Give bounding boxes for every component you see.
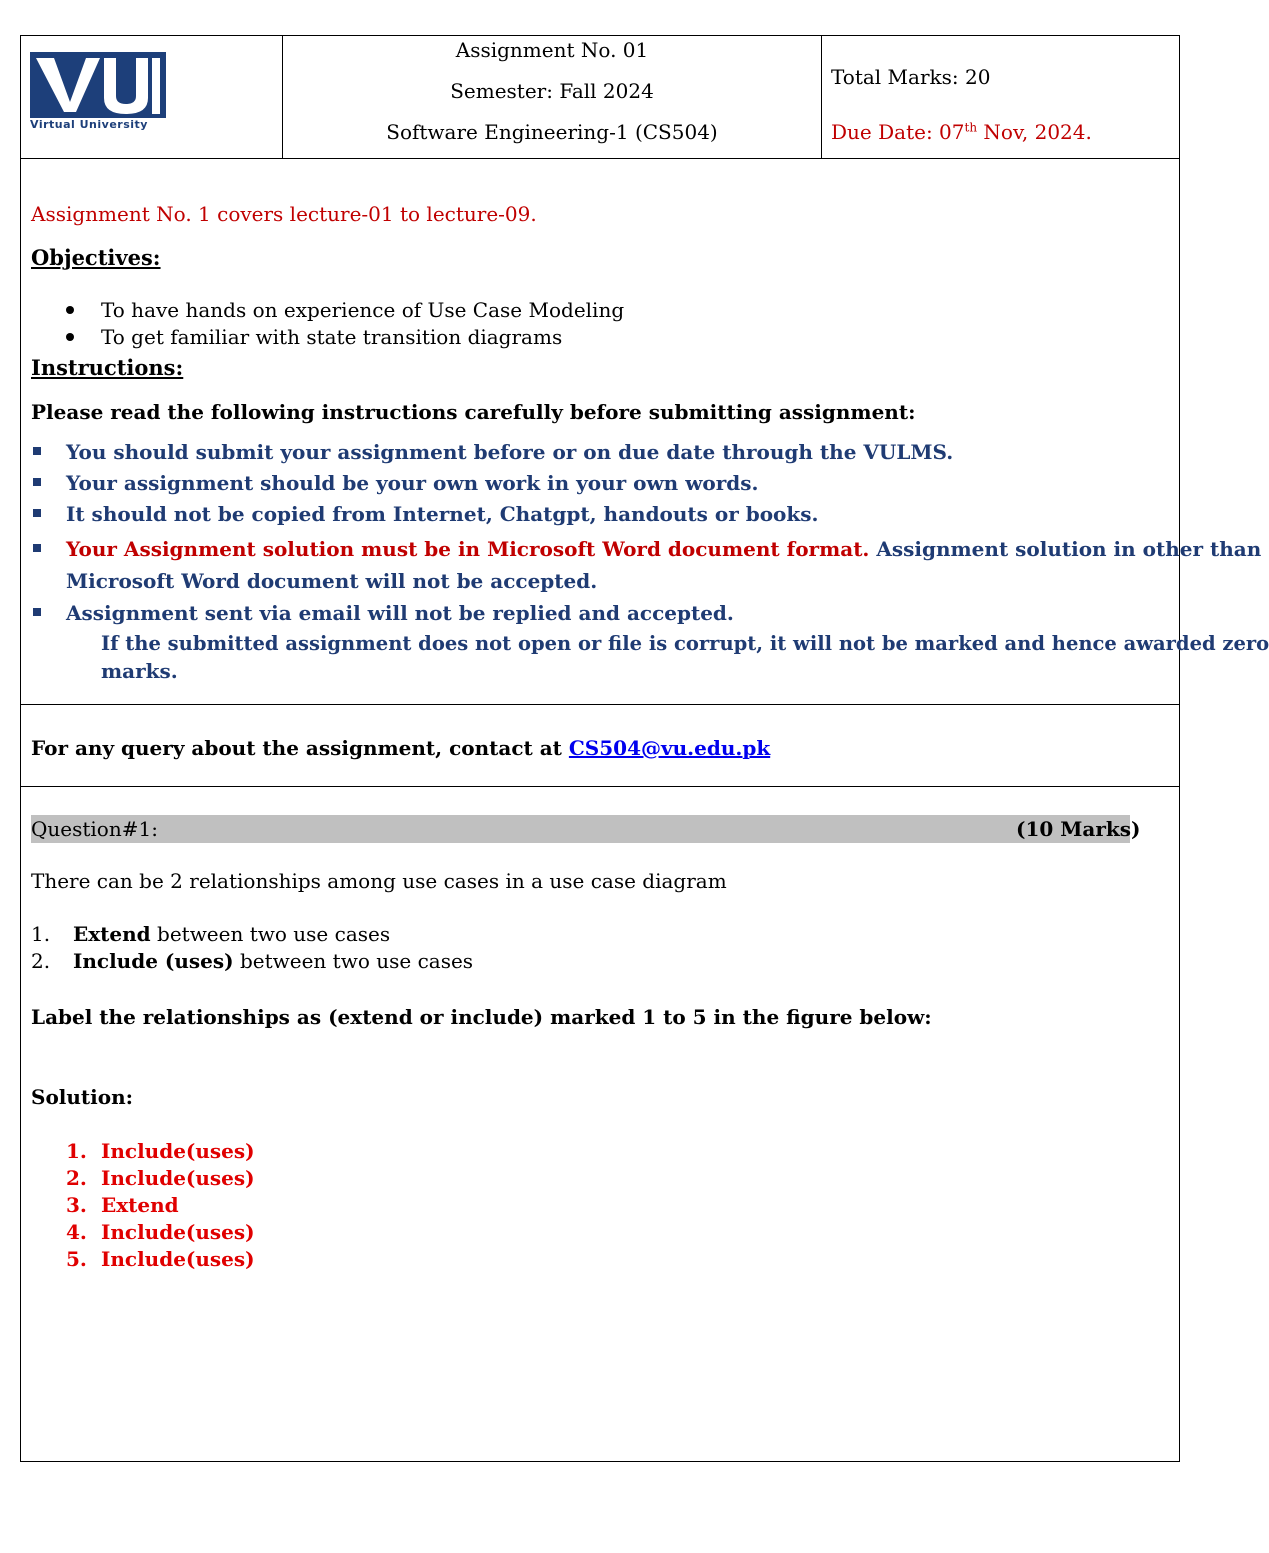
- relation-item: [73, 949, 473, 973]
- due-date-ordinal: th: [964, 120, 978, 135]
- objective-item: To have hands on experience of Use Case Modeling: [101, 298, 625, 322]
- solution-item: Extend: [101, 1193, 179, 1217]
- question-marks: (10 Marks): [1016, 817, 1141, 841]
- relation-term: Extend: [73, 922, 151, 946]
- course-title: Software Engineering-1 (CS504): [386, 120, 718, 144]
- instruction-item: Assignment sent via email will not be replied and accepted.: [66, 601, 734, 625]
- instruction-item: It should not be copied from Internet, Chatgpt, handouts or books.: [66, 502, 819, 526]
- solution-item: Include(uses): [101, 1247, 255, 1271]
- relation-number: 2.: [31, 949, 51, 973]
- question-band: [31, 815, 1130, 843]
- vu-logo: [30, 52, 166, 118]
- section-rule: [20, 786, 1180, 787]
- solution-number: 2.: [66, 1166, 87, 1190]
- relation-item: [73, 922, 390, 946]
- coverage-note: Assignment No. 1 covers lecture-01 to lecture-09.: [31, 202, 537, 226]
- header-divider: [821, 35, 822, 158]
- section-rule: [20, 704, 1180, 705]
- semester: Semester: Fall 2024: [450, 79, 654, 103]
- header-bottom-rule: [20, 158, 1180, 159]
- relation-desc: between two use cases: [233, 949, 474, 973]
- corrupt-file-note-continued: marks.: [101, 659, 178, 683]
- vu-logo-mark: [30, 52, 166, 118]
- instruction-item: Your assignment should be your own work in your own words.: [66, 471, 759, 495]
- question-task: Label the relationships as (extend or include) marked 1 to 5 in the figure below:: [31, 1005, 932, 1029]
- bullet-square: [33, 478, 41, 486]
- question-label: Question#1:: [31, 817, 158, 841]
- solution-item: Include(uses): [101, 1220, 255, 1244]
- solution-item: Include(uses): [101, 1139, 255, 1163]
- total-marks: Total Marks: 20: [831, 65, 991, 89]
- solution-number: 4.: [66, 1220, 87, 1244]
- solution-heading: Solution:: [31, 1085, 134, 1109]
- assignment-number: Assignment No. 01: [455, 38, 649, 62]
- instruction-format-continued: Microsoft Word document will not be accepted.: [66, 569, 598, 593]
- corrupt-file-note: If the submitted assignment does not open or file is corrupt, it will not be marked and hence awarded zero: [101, 632, 1269, 655]
- bullet-square: [33, 608, 41, 616]
- due-date: [831, 120, 1092, 144]
- objectives-heading: Objectives:: [31, 245, 161, 270]
- objective-item: To get familiar with state transition diagrams: [101, 325, 563, 349]
- instructions-heading: Instructions:: [31, 355, 184, 380]
- instruction-format-required: Your Assignment solution must be in Microsoft Word document format.: [66, 537, 870, 561]
- bullet-square: [33, 447, 41, 455]
- due-date-suffix: Nov, 2024.: [977, 120, 1092, 144]
- logo-caption: Virtual University: [30, 118, 148, 131]
- relation-desc: between two use cases: [150, 922, 391, 946]
- question-statement: There can be 2 relationships among use cases in a use case diagram: [31, 869, 727, 893]
- solution-number: 5.: [66, 1247, 87, 1271]
- instruction-format: [66, 537, 1262, 561]
- relation-number: 1.: [31, 922, 51, 946]
- instruction-item: You should submit your assignment before or on due date through the VULMS.: [66, 440, 954, 464]
- contact-line: [31, 736, 770, 760]
- solution-number: 1.: [66, 1139, 87, 1163]
- bullet-dot: [66, 333, 74, 341]
- bullet-square: [33, 544, 41, 552]
- contact-text: For any query about the assignment, contact at: [31, 736, 569, 760]
- bullet-square: [33, 509, 41, 517]
- instructions-lead: Please read the following instructions carefully before submitting assignment:: [31, 400, 916, 424]
- contact-email-link[interactable]: CS504@vu.edu.pk: [568, 736, 771, 760]
- solution-number: 3.: [66, 1193, 87, 1217]
- bullet-dot: [66, 306, 74, 314]
- relation-term: Include (uses): [73, 949, 234, 973]
- solution-item: Include(uses): [101, 1166, 255, 1190]
- due-date-prefix: Due Date: 07: [831, 120, 965, 144]
- instruction-format-rest: Assignment solution in other than: [869, 537, 1262, 561]
